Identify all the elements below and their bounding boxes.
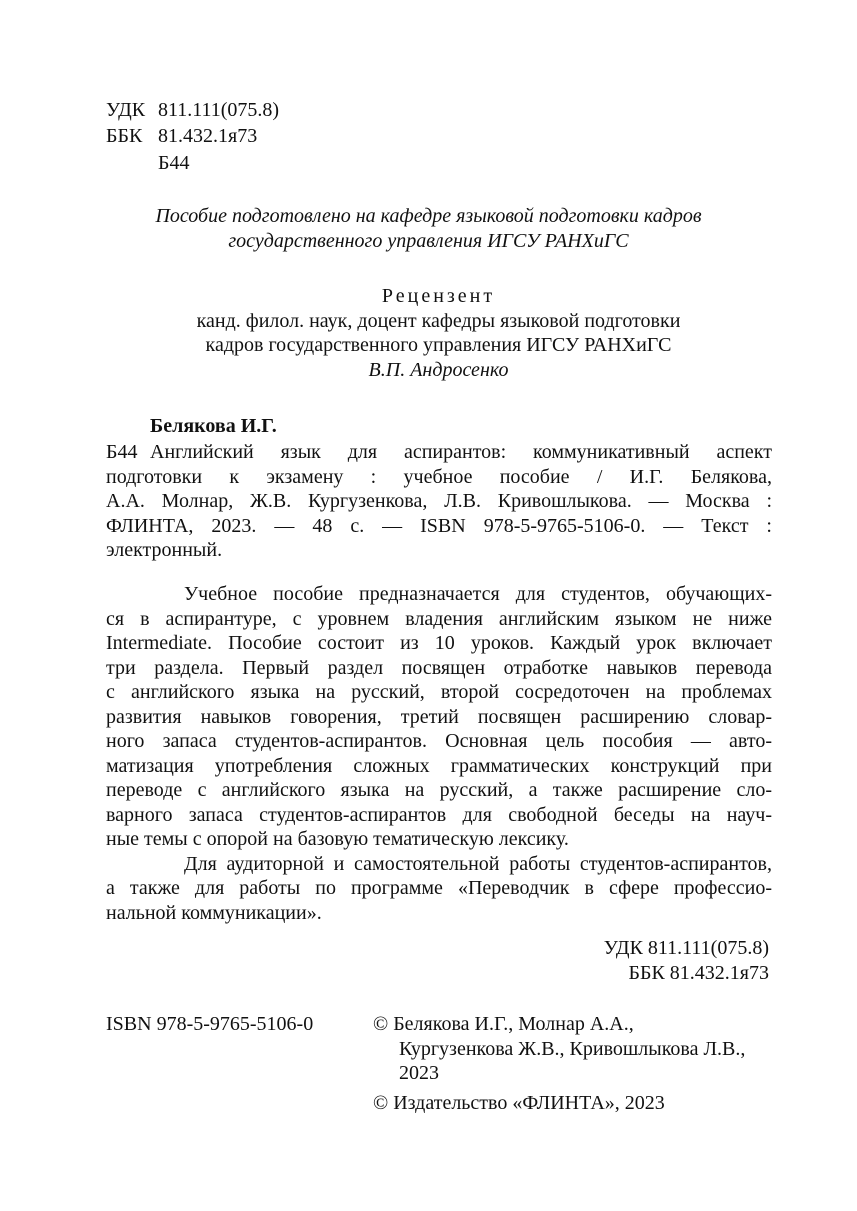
isbn: ISBN 978-5-9765-5106-0 [106, 1013, 314, 1035]
reviewer-block [60, 284, 817, 382]
record-line: ФЛИНТА, 2023. — 48 с. — ISBN 978-5-9765-5106-0. — Текст : [106, 514, 772, 537]
reviewer-heading: Рецензент [381, 285, 496, 307]
udk-line [106, 98, 279, 123]
record-line: А.А. Молнар, Ж.В. Кургузенкова, Л.В. Кривошлыкова. — Москва : [106, 490, 772, 512]
annotation-line: нальной коммуникации». [106, 901, 322, 924]
annotation-line: ся в аспирантуре, с уровнем владения английским языком не ниже [106, 607, 772, 630]
annotation-line: три раздела. Первый раздел посвящен отработке навыков перевода [106, 656, 772, 679]
annotation-line: развития навыков говорения, третий посвящен расширению словар- [106, 705, 772, 728]
closing-classification [400, 936, 769, 985]
closing-bbk: ББК 81.432.1я73 [628, 961, 769, 984]
annotation-line: матизация употребления сложных грамматических конструкций при [106, 754, 772, 777]
record-line: электронный. [106, 539, 223, 561]
closing-udk: УДК 811.111(075.8) [603, 937, 769, 959]
record-mark: Б44 [106, 441, 138, 463]
copyright-block [373, 1012, 793, 1115]
udk-value: 811.111(075.8) [158, 99, 280, 121]
preparation-note [60, 204, 797, 253]
author-mark: Б44 [158, 152, 190, 174]
annotation-line: ные темы с опорой на базовую тематическую лексику. [106, 828, 569, 850]
record-author: Белякова И.Г. [150, 415, 277, 437]
annotation-line: ного запаса студентов-аспирантов. Основная цель пособия — авто- [106, 730, 772, 752]
bbk-label: ББК [106, 125, 143, 147]
reviewer-line: канд. филол. наук, доцент кафедры языковой подготовки [196, 309, 681, 332]
annotation-line: Для аудиторной и самостоятельной работы студентов-аспирантов, [184, 852, 772, 875]
preparation-note-line: государственного управления ИГСУ РАНХиГС [228, 229, 629, 252]
copyright-authors-line: Кургузенкова Ж.В., Кривошлыкова Л.В., [399, 1037, 746, 1060]
annotation-line: Intermediate. Пособие состоит из 10 уроков. Каждый урок включает [106, 632, 772, 654]
udk-label: УДК [106, 99, 146, 121]
annotation-line: а также для работы по программе «Переводчик в сфере профессио- [106, 877, 772, 899]
annotation-line: переводе с английского языка на русский, а также расширение сло- [106, 779, 772, 801]
annotation-line: с английского языка на русский, второй сосредоточен на проблемах [106, 681, 772, 703]
annotation-line: Учебное пособие предназначается для студентов, обучающих- [184, 583, 772, 605]
copyright-publisher: © Издательство «ФЛИНТА», 2023 [373, 1091, 665, 1114]
reviewer-line: кадров государственного управления ИГСУ РАНХиГС [205, 334, 672, 356]
bbk-value: 81.432.1я73 [158, 125, 258, 147]
copyright-authors-line: © Белякова И.Г., Молнар А.А., [373, 1013, 634, 1035]
bbk-line [106, 124, 257, 149]
preparation-note-line: Пособие подготовлено на кафедре языковой подготовки кадров [155, 205, 702, 227]
copyright-authors-line: 2023 [399, 1062, 439, 1084]
annotation [106, 582, 772, 925]
record-line: подготовки к экзамену : учебное пособие / И.Г. Белякова, [106, 465, 772, 488]
reviewer-name: В.П. Андросенко [368, 358, 509, 381]
annotation-line: варного запаса студентов-аспирантов для свободной беседы на науч- [106, 803, 772, 826]
record-line: Английский язык для аспирантов: коммуникативный аспект [150, 441, 772, 463]
